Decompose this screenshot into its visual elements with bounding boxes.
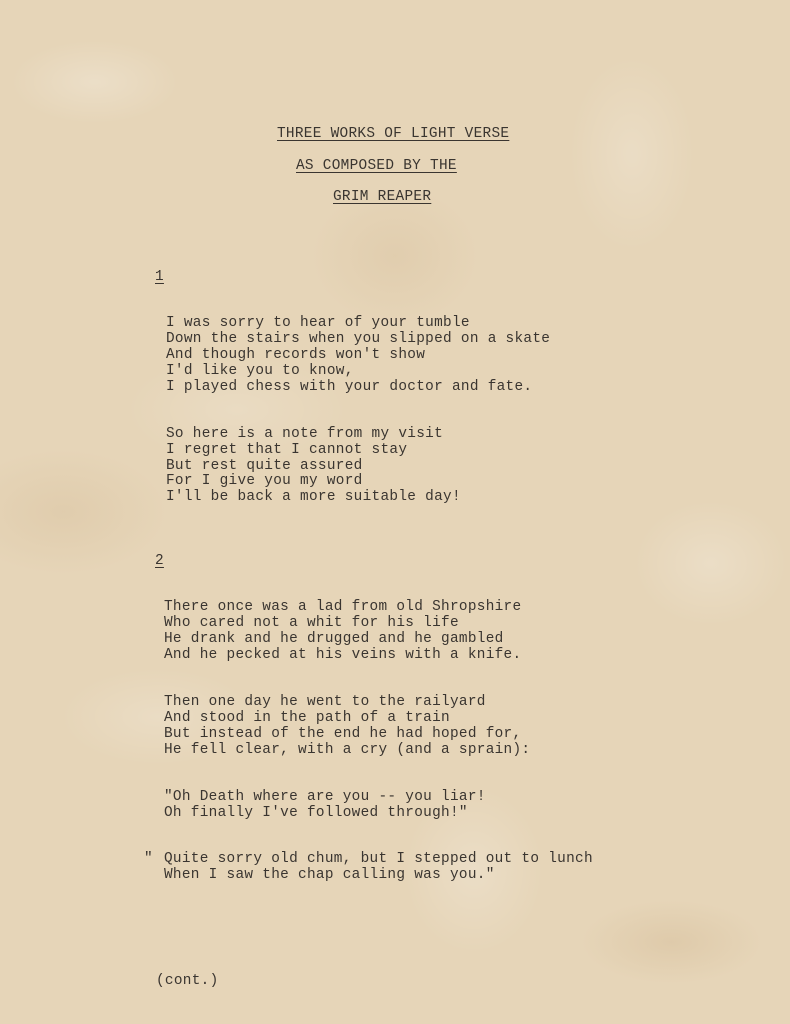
verse-line: And though records won't show	[166, 347, 426, 363]
verse-line: "Oh Death where are you -- you liar!	[164, 789, 486, 805]
verse-line: Then one day he went to the railyard	[164, 694, 486, 710]
verse-line: I was sorry to hear of your tumble	[166, 315, 470, 331]
title-line-3: GRIM REAPER	[333, 189, 432, 205]
verse-line: I'll be back a more suitable day!	[166, 489, 461, 505]
verse-line: I regret that I cannot stay	[166, 442, 408, 458]
verse-line: When I saw the chap calling was you."	[164, 867, 495, 883]
verse-line: There once was a lad from old Shropshire	[164, 599, 522, 615]
title-line-1: THREE WORKS OF LIGHT VERSE	[277, 126, 510, 142]
verse-line: And stood in the path of a train	[164, 710, 450, 726]
verse-line: Quite sorry old chum, but I stepped out to lunch	[164, 851, 593, 867]
verse-line: But instead of the end he had hoped for,	[164, 726, 522, 742]
verse-line: He drank and he drugged and he gambled	[164, 631, 504, 647]
continued-note: (cont.)	[156, 973, 219, 989]
verse-line: He fell clear, with a cry (and a sprain):	[164, 742, 531, 758]
verse-line: For I give you my word	[166, 473, 363, 489]
verse-line: Oh finally I've followed through!"	[164, 805, 468, 821]
verse-line: But rest quite assured	[166, 458, 363, 474]
verse-line: I'd like you to know,	[166, 363, 354, 379]
verse-line: I played chess with your doctor and fate.	[166, 379, 533, 395]
section-2-number: 2	[155, 553, 164, 569]
verse-line: So here is a note from my visit	[166, 426, 444, 442]
hanging-quote-mark: "	[144, 851, 153, 867]
title-line-2: AS COMPOSED BY THE	[296, 158, 457, 174]
verse-line: Down the stairs when you slipped on a skate	[166, 331, 551, 347]
verse-line: And he pecked at his veins with a knife.	[164, 647, 522, 663]
verse-line: Who cared not a whit for his life	[164, 615, 459, 631]
section-1-number: 1	[155, 269, 164, 285]
